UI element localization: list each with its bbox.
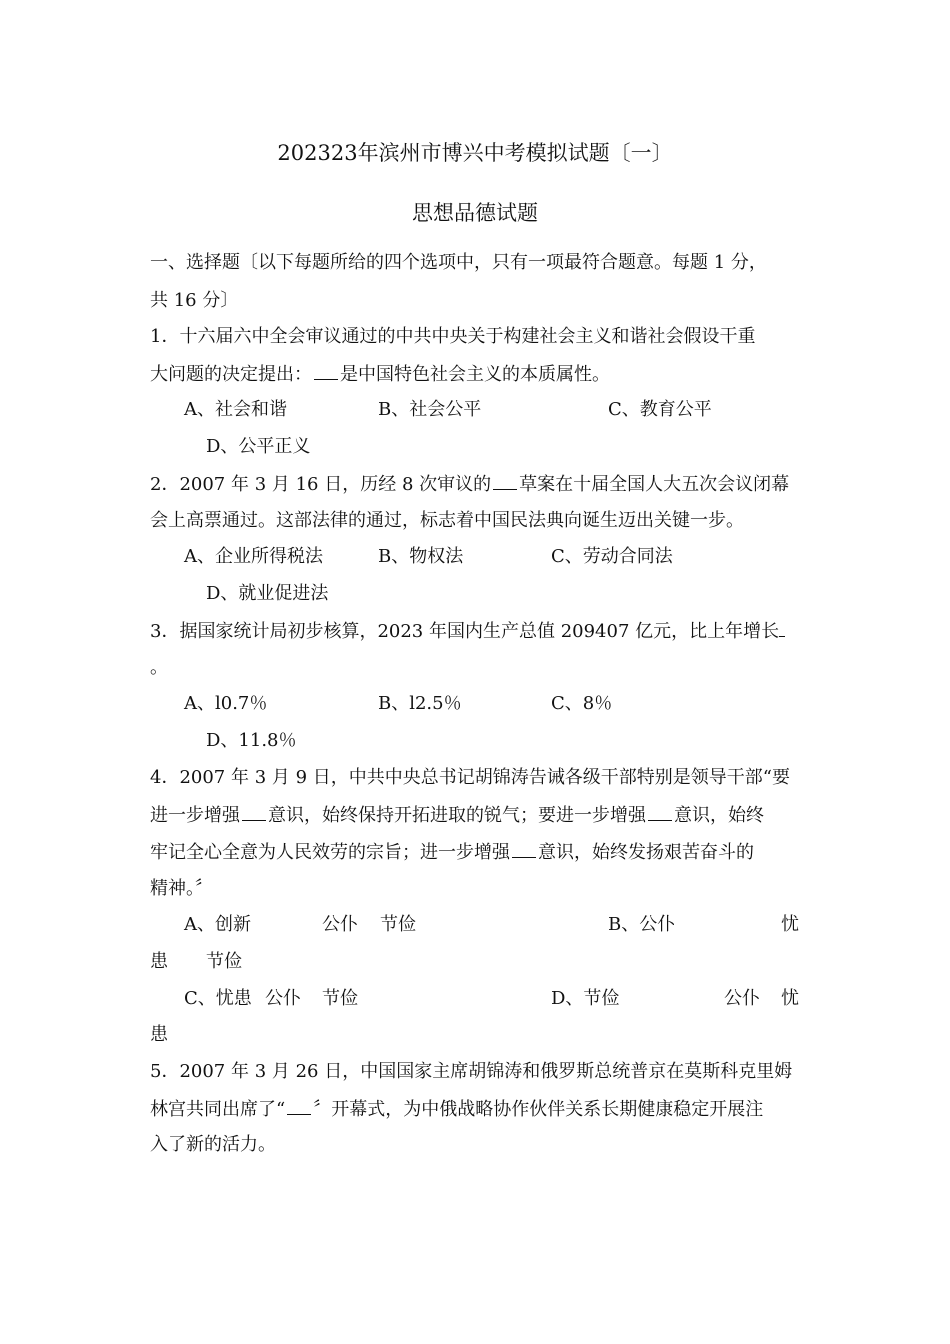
page-title: 202323年滨州市博兴中考模拟试题〔一〕 (277, 141, 673, 165)
q4-option-b-word3: 节俭 (206, 951, 242, 972)
q3-option-d: D、11.8％ (206, 730, 297, 751)
q4-option-d-word2: 公仆 (724, 988, 760, 1009)
q1-option-c: C、教育公平 (608, 399, 712, 420)
question-4-text-cont: 进一步增强 意识，始终保持开拓进取的锐气；要进一步增强 意识，始终 (150, 802, 764, 829)
section-heading: 一、选择题〔以下每题所给的四个选项中，只有一项最符合题意。每题 1 分， (150, 252, 767, 273)
question-4-text-cont2: 牢记全心全意为人民效劳的宗旨；进一步增强 意识，始终发扬艰苦奋斗的 (150, 839, 754, 866)
answer-blank (314, 361, 338, 380)
question-4-text: 4．2007 年 3 月 9 日，中共中央总书记胡锦涛告诫各级干部特别是领导干部“要 (150, 767, 790, 788)
question-3-text-cont: 。 (150, 657, 168, 678)
answer-blank (512, 839, 536, 858)
q4-option-b: B、公仆 (608, 914, 676, 935)
q4-option-d-word3-cont: 患 (150, 1024, 168, 1045)
q4-option-c: C、忧患 (184, 988, 252, 1009)
q2-option-b: B、物权法 (378, 546, 464, 567)
q3-option-c: C、8％ (551, 693, 613, 714)
section-heading-cont: 共 16 分〕 (150, 290, 239, 311)
page-subtitle: 思想品德试题 (412, 201, 538, 225)
question-2-text: 2．2007 年 3 月 16 日，历经 8 次审议的 草案在十届全国人大五次会议闭幕 (150, 471, 789, 498)
answer-blank (648, 802, 672, 821)
question-1-text: 1．十六届六中全会审议通过的中共中央关于构建社会主义和谐社会假设干重 (150, 326, 756, 347)
answer-blank (287, 1096, 311, 1115)
question-2-text-cont: 会上高票通过。这部法律的通过，标志着中国民法典向诞生迈出关键一步。 (150, 510, 744, 531)
answer-blank (493, 471, 517, 490)
question-5-text-cont: 林宫共同出席了“ 〞开幕式，为中俄战略协作伙伴关系长期健康稳定开展注 (150, 1096, 763, 1123)
q4-option-b-word2: 忧 (781, 914, 799, 935)
question-4-text-cont3: 精神。〞 (150, 878, 213, 899)
q1-option-b: B、社会公平 (378, 399, 482, 420)
q4-option-d: D、节俭 (551, 988, 620, 1009)
q1-option-d: D、公平正义 (206, 436, 311, 457)
question-5-text: 5．2007 年 3 月 26 日，中国国家主席胡锦涛和俄罗斯总统普京在莫斯科克里姆 (150, 1061, 793, 1082)
q4-option-a-word2: 公仆 (322, 914, 358, 935)
answer-blank (242, 802, 266, 821)
q3-option-a: A、l0.7％ (184, 693, 268, 714)
q4-option-a: A、创新 (184, 914, 251, 935)
q2-option-a: A、企业所得税法 (184, 546, 323, 567)
answer-blank (779, 618, 785, 637)
q4-option-d-word3: 忧 (781, 988, 799, 1009)
q4-option-b-word2-cont: 患 (150, 951, 168, 972)
q1-option-a: A、社会和谐 (184, 399, 287, 420)
q4-option-c-word3: 节俭 (322, 988, 358, 1009)
q4-option-a-word3: 节俭 (380, 914, 416, 935)
question-5-text-cont2: 入了新的活力。 (150, 1134, 276, 1155)
q3-option-b: B、l2.5％ (378, 693, 462, 714)
q4-option-c-word2: 公仆 (265, 988, 301, 1009)
question-1-text-cont: 大问题的决定提出： 是中国特色社会主义的本质属性。 (150, 361, 610, 388)
q2-option-c: C、劳动合同法 (551, 546, 673, 567)
question-3-text: 3．据国家统计局初步核算，2023 年国内生产总值 209407 亿元，比上年增长 (150, 618, 785, 645)
q2-option-d: D、就业促进法 (206, 583, 329, 604)
